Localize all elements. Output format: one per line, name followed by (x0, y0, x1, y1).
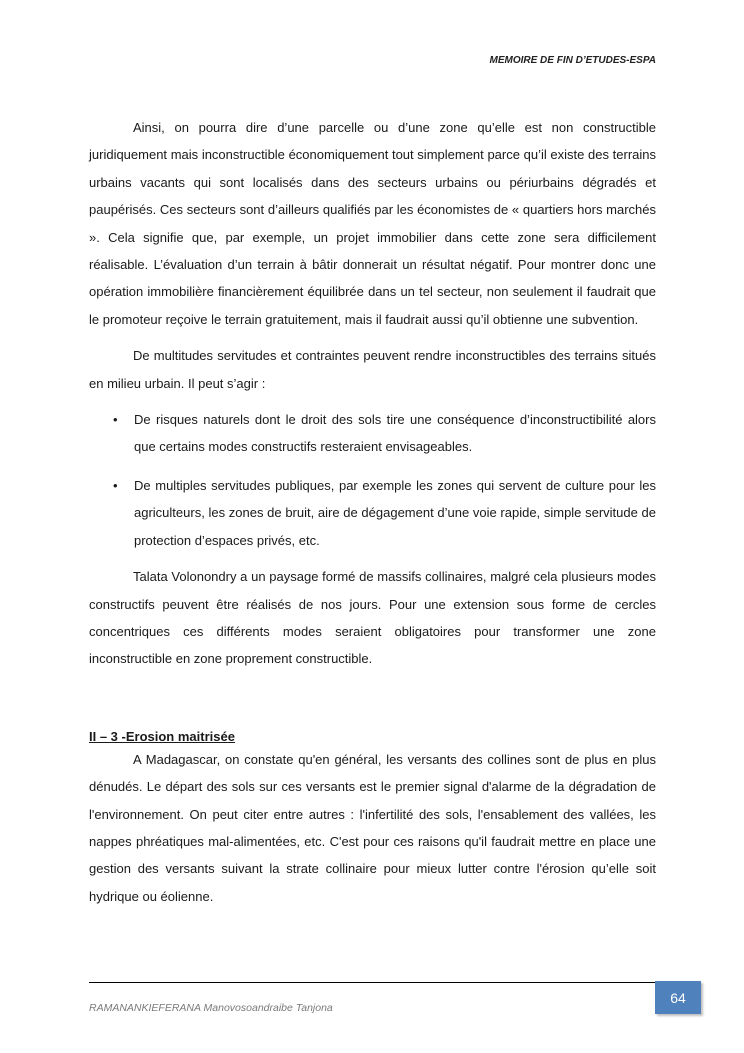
paragraph-servitudes: De multitudes servitudes et contraintes peuvent rendre inconstructibles des terrains situés en milieu urbain. Il peut s’agir : (89, 348, 656, 391)
paragraph-parcelle: Ainsi, on pourra dire d’une parcelle ou d’une zone qu’elle est non constructible juridiquement mais inconstructible économiquement tout simplement parce qu’il existe des terrains urbains vacants qui sont localisés dans des secteurs urbains ou périurbains dégradés et paupérisés. Ces secteurs sont d’ailleurs qualifiés par les économistes de « quartiers hors marchés ». Cela signifie que, par exemple, un projet immobilier dans cette zone sera difficilement réalisable. L’évaluation d’un terrain à bâtir donnerait un résultat négatif. Pour montrer donc une opération immobilière financièrement équilibrée dans un tel secteur, non seulement il faudrait que le promoteur reçoive le terrain gratuitement, mais il faudrait aussi qu’il obtienne une subvention. (89, 120, 656, 327)
section-heading: II – 3 -Erosion maitrisée (89, 728, 235, 744)
bullet-icon: • (113, 477, 118, 493)
running-header: MEMOIRE DE FIN D’ETUDES-ESPA (489, 55, 656, 66)
list-item (113, 406, 656, 461)
page-number-badge: 64 (655, 981, 701, 1014)
list-item-text: De risques naturels dont le droit des sols tire une conséquence d’inconstructibilité alors que certains modes constructifs resteraient envisageables. (134, 412, 656, 455)
list-item (113, 472, 656, 554)
footer-author: RAMANANKIEFERANA Manovosoandraibe Tanjona (89, 1002, 333, 1014)
bullet-icon: • (113, 412, 118, 428)
paragraph-madagascar: A Madagascar, on constate qu'en général, les versants des collines sont de plus en plus dénudés. Le départ des sols sur ces versants est le premier signal d'alarme de la dégradation de l'environnement. On peut citer entre autres : l'infertilité des sols, l'ensablement des vallées, les nappes phréatiques mal-alimentées, etc. C'est pour ces raisons qu'il faudrait mettre en place une gestion des versants suivant la strate collinaire pour mieux lutter contre l'érosion qu’elle soit hydrique ou éolienne. (89, 751, 656, 904)
footer-divider (89, 982, 675, 983)
page-body (89, 114, 656, 910)
list-item-text: De multiples servitudes publiques, par exemple les zones qui servent de culture pour les agriculteurs, les zones de bruit, aire de dégagement d’une voie rapide, simple servitude de protection d’espaces privés, etc. (134, 477, 656, 548)
bullet-list (89, 406, 656, 554)
paragraph-talata: Talata Volonondry a un paysage formé de massifs collinaires, malgré cela plusieurs modes constructifs peuvent être réalisés de nos jours. Pour une extension sous forme de cercles concentriques ces différents modes seraient obligatoires pour transformer une zone inconstructible en zone proprement constructible. (89, 569, 656, 667)
